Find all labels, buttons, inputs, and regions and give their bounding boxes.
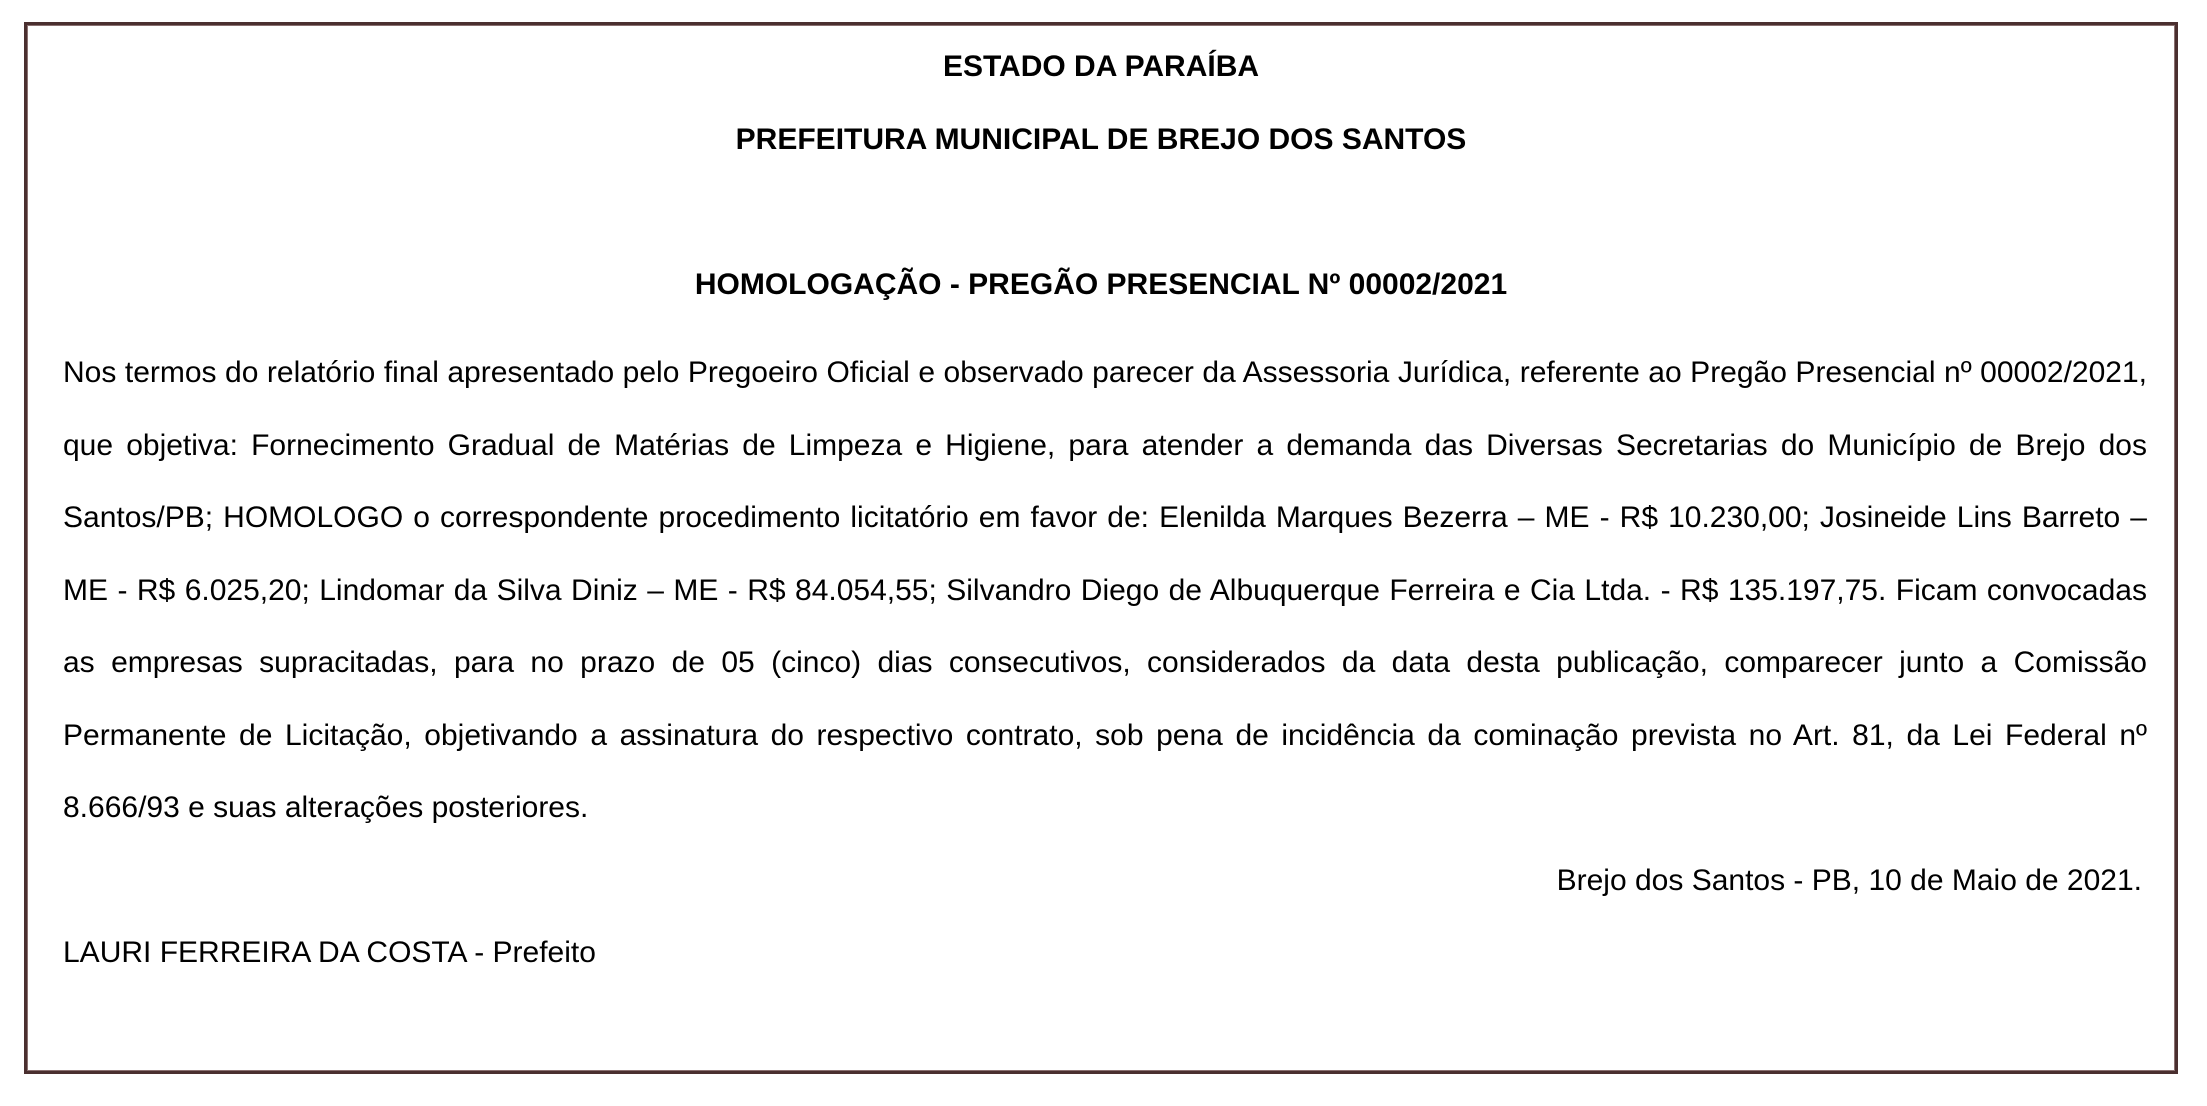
signature-line: LAURI FERREIRA DA COSTA - Prefeito	[63, 936, 596, 969]
document-frame	[24, 22, 2178, 1074]
notice-body: Nos termos do relatório final apresentado pelo Pregoeiro Oficial e observado parecer da Assessoria Jurídica, referente ao Pregão Presencial nº 00002/2021, que objetiva: Fornecimento Gradual de Matérias de Limpeza e Higiene, para atender a demanda das Diversas Secretarias do Município de Brejo dos Santos/PB; HOMOLOGO o correspondente procedimento licitatório em favor de: Elenilda Marques Bezerra – ME - R$ 10.230,00; Josineide Lins Barreto – ME - R$ 6.025,20; Lindomar da Silva Diniz – ME - R$ 84.054,55; Silvandro Diego de Albuquerque Ferreira e Cia Ltda. - R$ 135.197,75. Ficam convocadas as empresas supracitadas, para no prazo de 05 (cinco) dias consecutivos, considerados da data desta publicação, comparecer junto a Comissão Permanente de Licitação, objetivando a assinatura do respectivo contrato, sob pena de incidência da cominação prevista no Art. 81, da Lei Federal nº 8.666/93 e suas alterações posteriores.	[63, 356, 2147, 824]
notice-title: HOMOLOGAÇÃO - PREGÃO PRESENCIAL Nº 00002/2021	[694, 268, 1508, 301]
state-heading: ESTADO DA PARAÍBA	[942, 50, 1260, 83]
city-hall-heading: PREFEITURA MUNICIPAL DE BREJO DOS SANTOS	[735, 123, 1467, 156]
place-date: Brejo dos Santos - PB, 10 de Maio de 2021.	[1556, 864, 2142, 897]
